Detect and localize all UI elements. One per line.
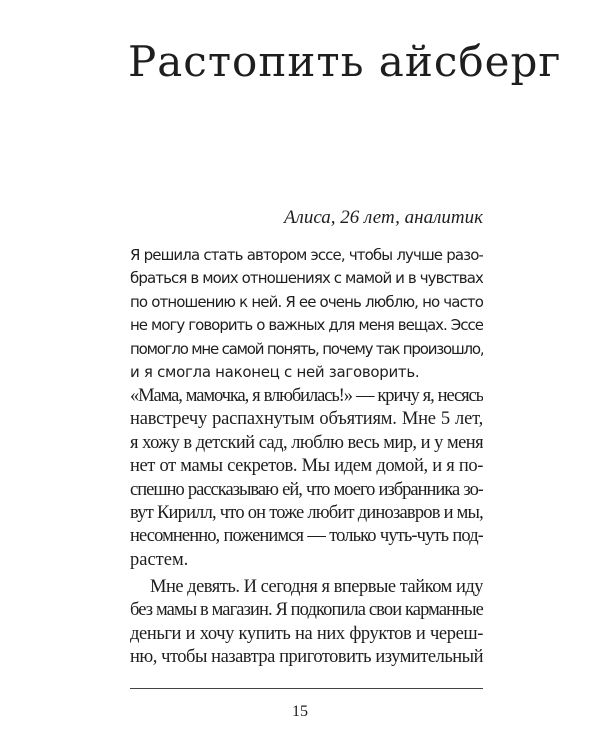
body-line: нет от мамы секретов. Мы идем домой, и я по- [130,456,483,477]
intro-line: не могу говорить о важных для меня вещах. Эссе [130,316,483,335]
body-paragraph-2 [130,576,483,670]
body-line: растем. [130,549,189,570]
footer-rule [130,688,483,689]
intro-line: браться в моих отношениях с мамой и в чувствах [130,269,483,288]
body-line: я хожу в детский сад, люблю весь мир, и у меня [130,432,483,453]
author-byline: Алиса, 26 лет, аналитик [283,207,483,228]
intro-line: помогло мне самой понять, почему так произошло, [130,339,483,358]
body-line: навстречу распахнутым объятиям. Мне 5 лет, [130,409,483,430]
body-line: деньги и хочу купить на них фруктов и череш- [130,623,483,644]
intro-line: Я решила стать автором эссе, чтобы лучше разо- [130,246,483,264]
intro-line: и я смогла наконец с ней заговорить. [130,362,420,381]
body-line: без мамы в магазин. Я подкопила свои карманные [130,600,483,621]
body-line: «Мама, мамочка, я влюбилась!» — кричу я, несясь [130,386,483,406]
page-number: 15 [292,703,308,720]
body-line: несомненно, поженимся — только чуть-чуть под- [130,526,483,547]
body-line: Мне девять. И сегодня я впервые тайком иду [150,577,483,597]
body-line: вут Кирилл, что он тоже любит динозавров и мы, [130,502,483,523]
body-line: ню, чтобы назавтра приготовить изумительный [130,647,483,668]
body-paragraph-1 [130,385,483,572]
body-line: спешно рассказываю ей, что моего избранника зо- [130,479,483,500]
chapter-title: Растопить айсберг [128,37,562,86]
intro-line: по отношению к ней. Я ее очень люблю, но часто [130,292,483,311]
intro-paragraph [130,244,483,384]
